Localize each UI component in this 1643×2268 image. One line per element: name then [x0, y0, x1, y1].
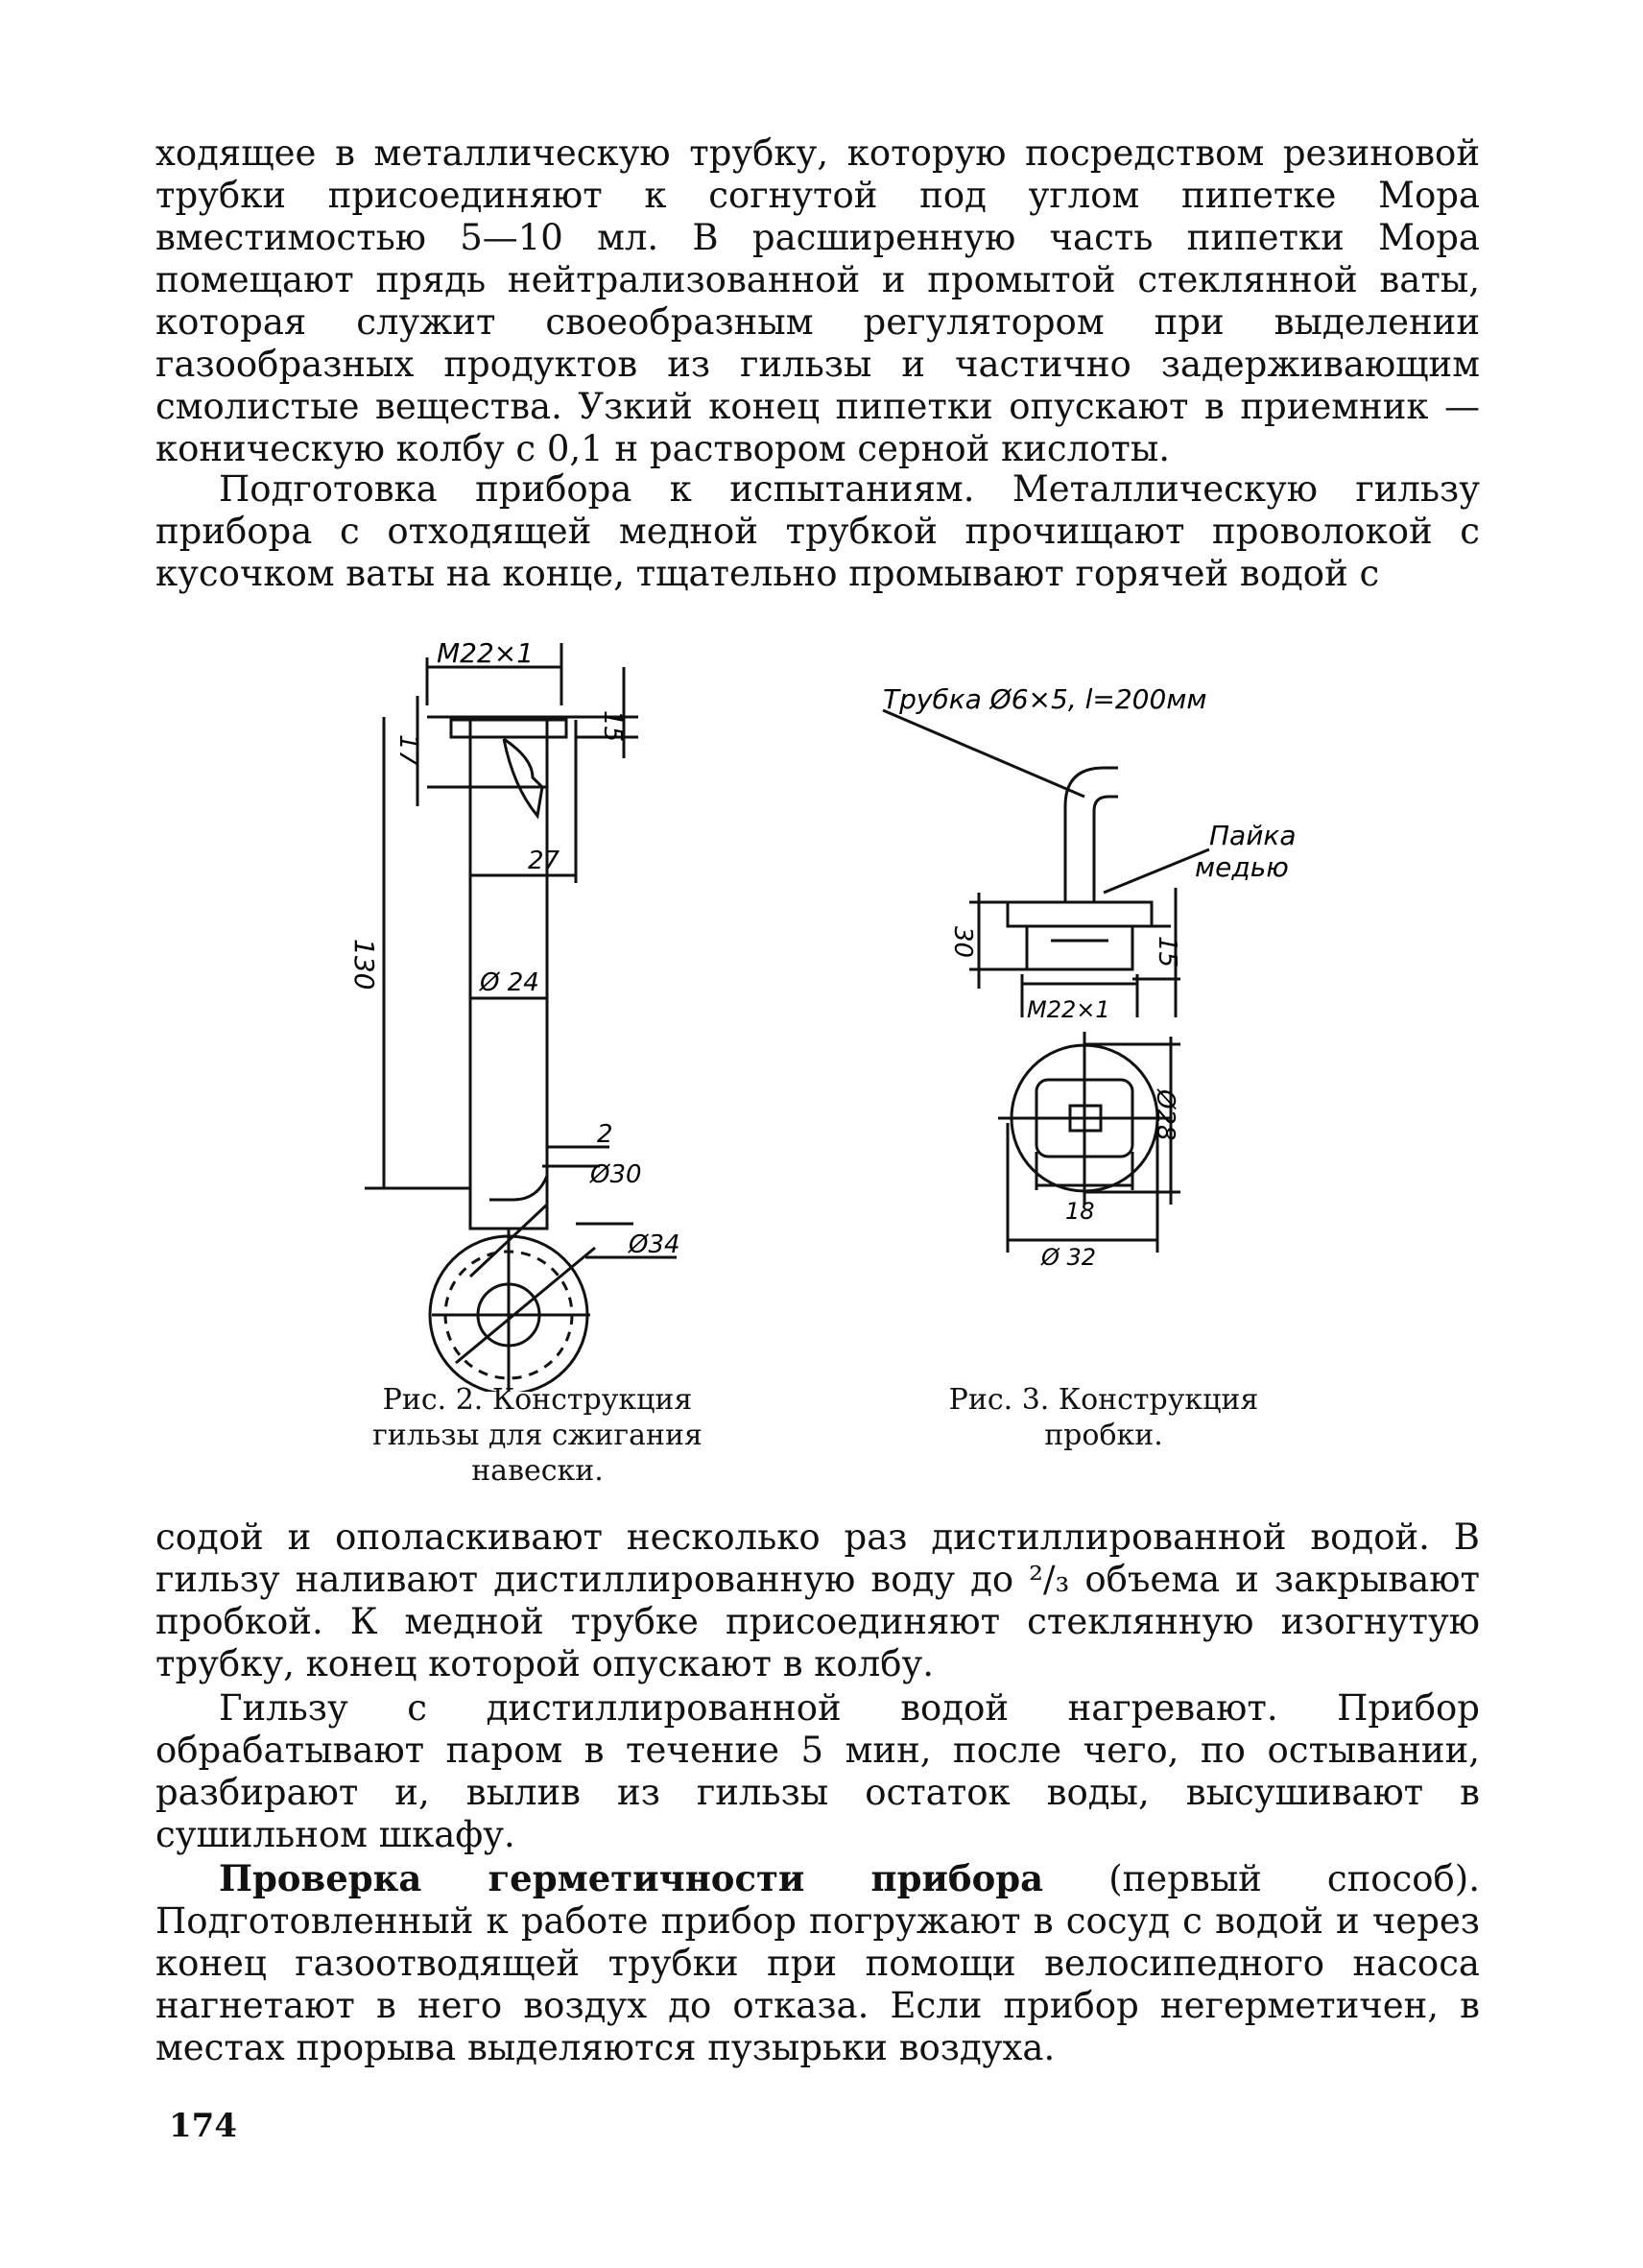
paragraph-3-text: содой и ополаскивают несколько раз дистиллированной водой. В гильзу наливают дистиллированную воду до ²/₃ объема и закрывают пробкой. К медной трубке присоединяют стеклянную изогнутую трубку, конец которой опускают в колбу. [155, 1516, 1480, 1684]
fig2-dim27: 27 [528, 847, 560, 875]
paragraph-5 [155, 1857, 1480, 2069]
paragraph-2 [155, 468, 1480, 595]
paragraph-3 [155, 1516, 1480, 1685]
paragraph-4-text: Гильзу с дистиллированной водой нагревают. Прибор обрабатывают паром в течение 5 мин, после чего, по остывании, разбирают и, вылив из гильзы остаток воды, высушивают в сушильном шкафу. [155, 1687, 1480, 1855]
fig3-dia32: Ø 32 [1041, 1244, 1097, 1271]
figure-2-caption [341, 1382, 734, 1489]
fig2-dim130: 130 [348, 939, 380, 991]
fig2-dim17: 17 [393, 734, 422, 767]
paragraph-5-heading: Проверка герметичности прибора [219, 1857, 1044, 1899]
plug-cap [1008, 902, 1152, 926]
figure-3-caption [893, 1382, 1315, 1453]
fig3-solder-label-1: Пайка [1209, 820, 1297, 851]
fig3-solder-label-2: медью [1195, 851, 1289, 883]
fig3-dim30: 30 [948, 926, 977, 959]
fig2-dia30: Ø30 [590, 1160, 642, 1189]
fig3-tube-label: Трубка Ø6×5, l=200мм [883, 683, 1207, 715]
paragraph-1-text: ходящее в металлическую трубку, которую посредством резиновой трубки присоединяют к согнутой под углом пипетке Мора вместимостью 5—10 мл. В расширенную часть пипетки Мора помещают прядь нейтрализованной и промытой стеклянной ваты, которая служит своеобразным регулятором при выделении газообразных продуктов из гильзы и частично задерживающим смолистые вещества. Узкий конец пипетки опускают в приемник — коническую колбу с 0,1 н раствором серной кислоты. [155, 132, 1480, 469]
fig2-dia24: Ø 24 [480, 968, 539, 997]
fig2-dia34: Ø34 [629, 1230, 680, 1259]
sleeve-flange [451, 720, 566, 737]
figure-2-drawing [345, 624, 729, 1392]
paragraph-2-text: Металлическую гильзу прибора с отходящей медной трубкой прочищают проволокой с кусочком ваты на конце, тщательно промывают горячей водой с [155, 468, 1480, 594]
fig2-thread-label: M22×1 [437, 637, 535, 669]
fig3-dia28: Ø28 [1151, 1089, 1179, 1141]
figure-3-drawing [864, 653, 1315, 1305]
fig3-thread-label: M22×1 [1027, 996, 1110, 1023]
paragraph-2-heading: Подготовка прибора к испытаниям. [219, 468, 975, 510]
page-number: 174 [169, 2107, 237, 2145]
fig3-dim18: 18 [1065, 1198, 1095, 1225]
fig2-dim2: 2 [597, 1120, 613, 1149]
fig3-dim15: 15 [1153, 936, 1181, 968]
paragraph-1 [155, 132, 1480, 470]
fig2-dim15: 15 [598, 710, 627, 743]
paragraph-5-text: (первый способ). Подготовленный к работе прибор погружают в сосуд с водой и через конец газоотводящей трубки при помощи велосипедного насоса нагнетают в него воздух до отказа. Если прибор негерметичен, в местах прорыва выделяются пузырьки воздуха. [155, 1858, 1480, 2068]
bent-tube [1065, 768, 1118, 902]
figure-2-caption-text: Рис. 2. Конструкция гильзы для сжигания навески. [372, 1383, 702, 1488]
figure-3-caption-text: Рис. 3. Конструкция пробки. [948, 1383, 1259, 1452]
paragraph-4 [155, 1687, 1480, 1856]
